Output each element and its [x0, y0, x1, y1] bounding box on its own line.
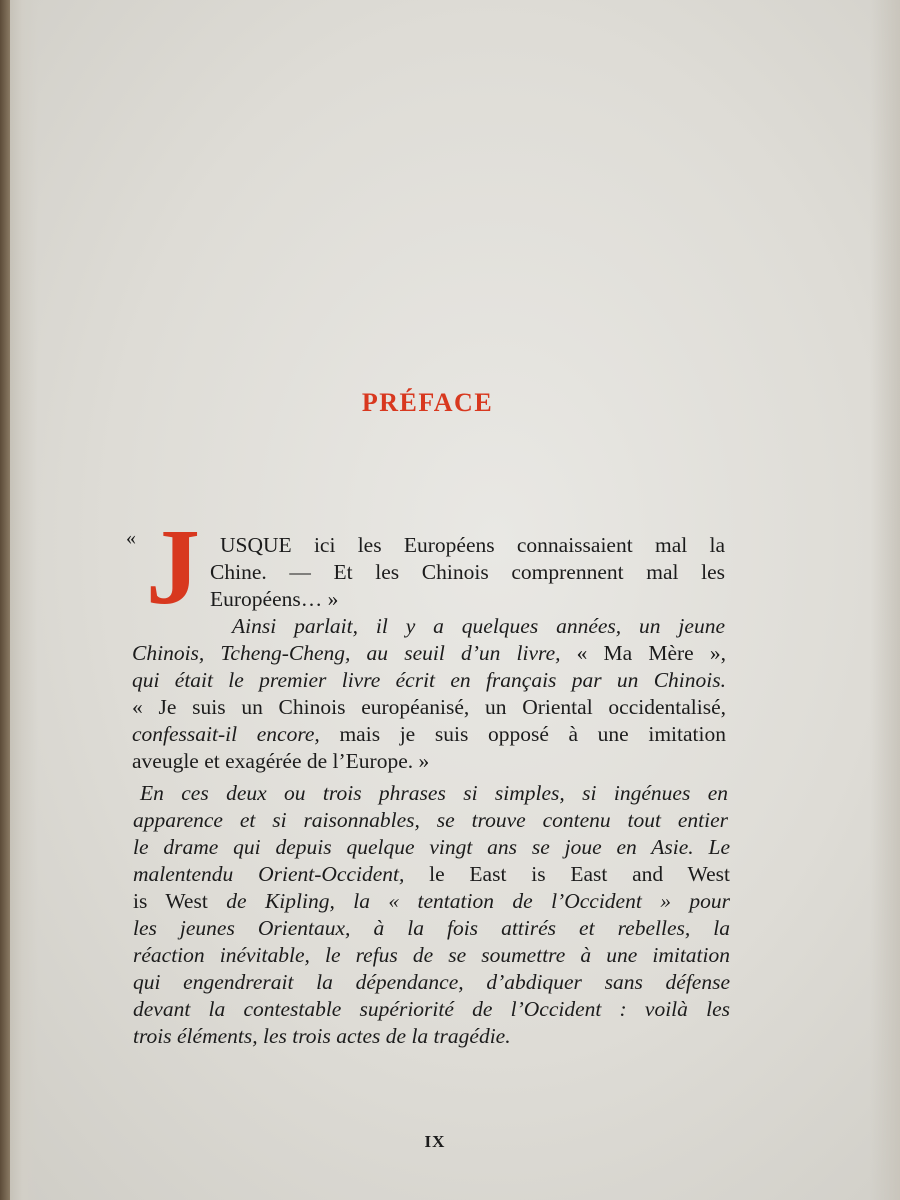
line-text: mais je suis opposé à une imitation: [319, 722, 726, 746]
book-title-ref: « Ma Mère »,: [576, 641, 726, 665]
line-text: confessait-il encore,: [132, 722, 320, 746]
paragraph-3-line-7: réaction inévitable, le refus de se soumettre à une imitation: [133, 943, 730, 967]
line-text: de Kipling, la « tentation de l’Occident » pour: [226, 889, 731, 913]
paragraph-1-line-3: Européens… »: [210, 587, 339, 611]
line-text: le East is East and West: [404, 862, 731, 886]
page-shadow-right: [870, 0, 900, 1200]
paragraph-3-line-6: les jeunes Orientaux, à la fois attirés et rebelles, la: [133, 916, 730, 940]
page-number: IX: [424, 1132, 446, 1151]
paragraph-3-line-1: En ces deux ou trois phrases si simples, si ingénues en: [140, 781, 728, 805]
line-text: ici les Européens connaissaient mal la: [291, 533, 725, 557]
opening-quote: «: [126, 527, 136, 549]
paragraph-2-line-3: qui était le premier livre écrit en français par un Chinois.: [132, 668, 726, 692]
paragraph-3-line-10: trois éléments, les trois actes de la tragédie.: [133, 1024, 511, 1048]
paragraph-2-line-1: Ainsi parlait, il y a quelques années, un jeune: [232, 614, 725, 638]
paragraph-2-line-4: « Je suis un Chinois européanisé, un Oriental occidentalisé,: [132, 695, 726, 719]
paragraph-1-line-1: [220, 532, 725, 559]
paragraph-1-line-2: Chine. — Et les Chinois comprennent mal les: [210, 560, 725, 584]
paragraph-3-line-8: qui engendrerait la dépendance, d’abdiquer sans défense: [133, 970, 730, 994]
page-title: PRÉFACE: [361, 388, 494, 417]
paragraph-2-line-5: [132, 721, 726, 748]
paragraph-2-line-6: aveugle et exagérée de l’Europe. »: [132, 749, 430, 773]
drop-cap: J: [146, 508, 200, 627]
book-spine: [0, 0, 10, 1200]
paragraph-3-line-5: [133, 888, 730, 915]
line-text: malentendu Orient-Occident,: [133, 862, 405, 886]
paragraph-3-line-3: le drame qui depuis quelque vingt ans se joue en Asie. Le: [133, 835, 730, 859]
line-text: Chinois, Tcheng-Cheng, au seuil d’un livre,: [132, 641, 577, 665]
paragraph-3-line-9: devant la contestable supériorité de l’Occident : voilà les: [133, 997, 730, 1021]
paragraph-2-line-2: [132, 640, 726, 667]
paragraph-3-line-4: [133, 861, 730, 888]
line-text: is West: [133, 889, 227, 913]
small-caps-word: USQUE: [220, 533, 292, 557]
paragraph-3-line-2: apparence et si raisonnables, se trouve contenu tout entier: [133, 808, 728, 832]
